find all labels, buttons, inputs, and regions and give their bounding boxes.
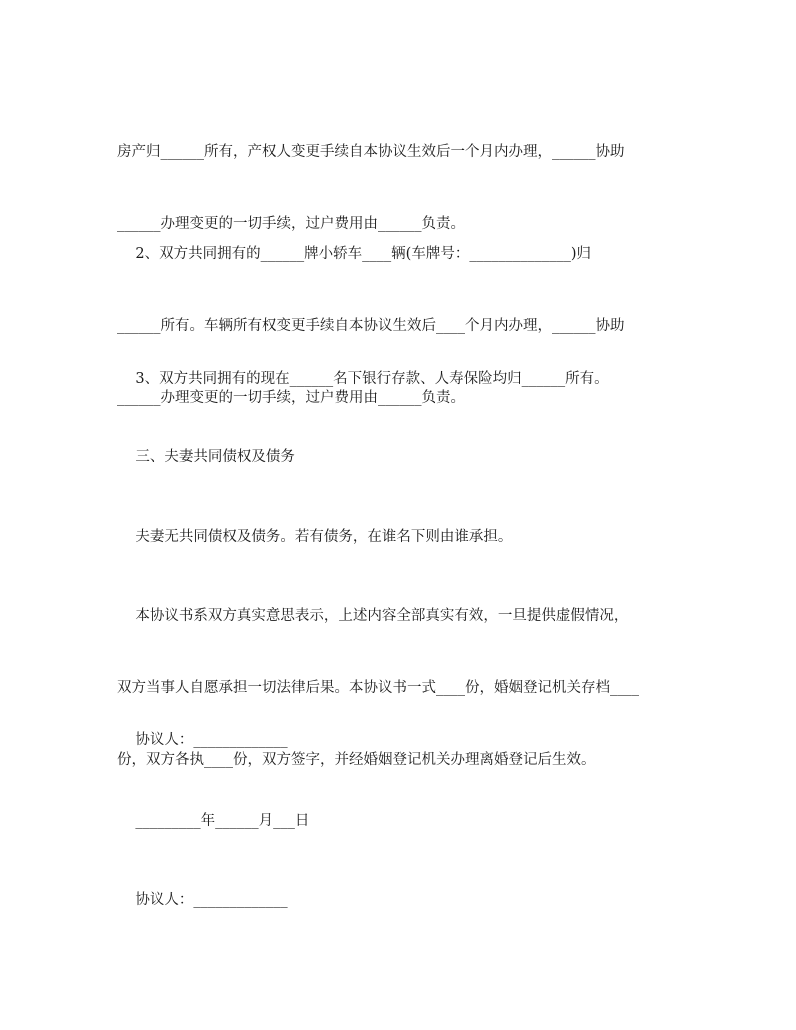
text-line: 3、双方共同拥有的现在______名下银行存款、人寿保险均归______所有。 bbox=[117, 371, 609, 387]
date-field: _________年______月___日 bbox=[117, 813, 310, 829]
text-line: ______所有。车辆所有权变更手续自本协议生效后____个月内办理，______协助 bbox=[117, 318, 625, 334]
signatory-line-two bbox=[117, 840, 683, 960]
signature-field: 协议人：_____________ bbox=[117, 732, 288, 748]
text-line: 双方当事人自愿承担一切法律后果。本协议书一式____份，婚姻登记机关存档____ bbox=[117, 680, 639, 696]
text-line: 份，双方各执____份，双方签字，并经婚姻登记机关办理离婚登记后生效。 bbox=[117, 752, 596, 768]
text-line: 房产归______所有，产权人变更手续自本协议生效后一个月内办理，______协助 bbox=[117, 144, 625, 160]
text-line: 本协议书系双方真实意思表示，上述内容全部真实有效，一旦提供虚假情况， bbox=[117, 608, 629, 624]
text-line: ______办理变更的一切手续，过户费用由______负责。 bbox=[117, 390, 465, 406]
signature-field: 协议人：_____________ bbox=[117, 892, 288, 908]
text-line: 夫妻无共同债权及债务。若有债务，在谁名下则由谁承担。 bbox=[117, 529, 513, 545]
heading-text: 三、夫妻共同债权及债务 bbox=[117, 449, 295, 465]
text-line: 2、双方共同拥有的______牌小轿车____辆(车牌号：______________)归 bbox=[117, 246, 591, 262]
text-line: ______办理变更的一切手续，过户费用由______负责。 bbox=[117, 216, 465, 232]
